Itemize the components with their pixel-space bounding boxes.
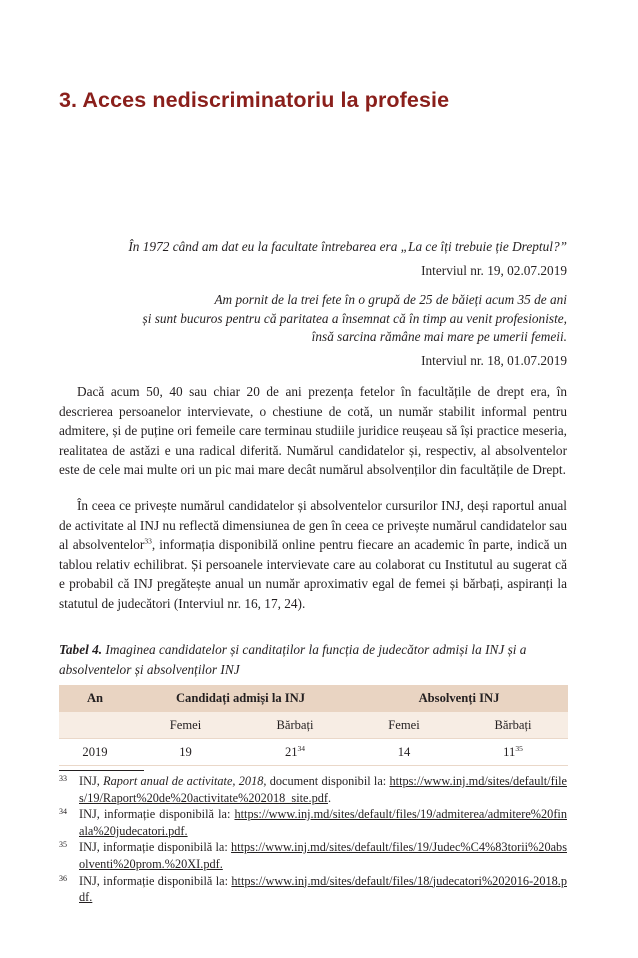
- footnote-link[interactable]: https://www.inj.md/sites/default/files/19/admiterea/admitere%20finala%20judecatori.pdf.: [79, 807, 567, 838]
- footnote-34: [59, 806, 567, 839]
- table-row: [59, 739, 568, 766]
- cell-number: 11: [503, 744, 516, 759]
- footnote-link[interactable]: https://www.inj.md/sites/default/files/19/Raport%20de%20activitate%202018_site.pdf: [79, 774, 567, 805]
- footnote-text: document disponibil la:: [266, 774, 390, 788]
- body-text: [59, 382, 567, 614]
- cell-value: 14: [350, 739, 458, 766]
- footnote-link[interactable]: https://www.inj.md/sites/default/files/19/Judec%C4%83torii%20absolventi%20prom.%20XI.pdf.: [79, 840, 567, 871]
- subheader-women: Femei: [131, 712, 240, 739]
- footnote-title: Raport anual de activitate, 2018,: [103, 774, 267, 788]
- header-candidates: Candidați admiși la INJ: [131, 685, 350, 712]
- header-year: An: [59, 685, 131, 712]
- footnote-text: .: [327, 790, 332, 805]
- subheader-men: Bărbați: [458, 712, 568, 739]
- cell-number: 21: [284, 744, 298, 759]
- footnote-number: 35: [59, 840, 67, 850]
- cell-value: [458, 739, 568, 766]
- caption-text: Imaginea candidatelor și canditaților la funcția de judecător admiși la INJ și a absolventelor și absolvenților INJ: [59, 642, 527, 677]
- quote-text: Am pornit de la trei fete în o grupă de 25 de băieți acum 35 de ani: [214, 292, 567, 307]
- subheader-men: Bărbați: [240, 712, 350, 739]
- quote-block-1: [110, 238, 567, 280]
- caption-label: Tabel 4.: [59, 642, 103, 657]
- quote-text: și sunt bucuros pentru că paritatea a însemnat că în timp au venit profesioniste,: [142, 310, 567, 326]
- quote-text: În 1972 când am dat eu la facultate întrebarea era „La ce îți trebuie ție Dreptul?”: [128, 239, 567, 254]
- quote-text: însă sarcina rămâne mai mare pe umerii femeii.: [311, 329, 567, 344]
- footnote-ref[interactable]: 33: [144, 536, 152, 546]
- paragraph-text: În ceea ce privește numărul candidatelor și absolventelor cursurilor INJ, deși raportul anual de activitate al INJ nu reflectă dimensiunea de gen în ceea ce privește numărul candidatelor sau al absolventelor: [59, 497, 567, 553]
- section-heading: 3. Acces nediscriminatoriu la profesie: [59, 88, 450, 112]
- footnote-ref[interactable]: 34: [297, 743, 306, 753]
- cell-value: 19: [131, 739, 240, 766]
- cell-value: [240, 739, 350, 766]
- paragraph-2: [59, 496, 567, 614]
- table-caption: [59, 640, 567, 679]
- epigraph-quotes: [110, 238, 567, 370]
- quote-source: Interviul nr. 19, 02.07.2019: [421, 262, 567, 278]
- quote-source: Interviul nr. 18, 01.07.2019: [421, 352, 567, 368]
- footnote-text: INJ, informație disponibilă la:: [79, 873, 232, 888]
- data-table: [59, 685, 568, 766]
- footnote-number: 34: [59, 807, 67, 817]
- footnote-number: 36: [59, 873, 67, 883]
- quote-block-2: [110, 291, 567, 370]
- cell-year: 2019: [59, 739, 131, 766]
- footnote-text: INJ, informație disponibilă la:: [79, 807, 235, 822]
- footnote-text: INJ, informație disponibilă la:: [79, 840, 232, 855]
- footnote-35: [59, 839, 567, 872]
- footnotes: [59, 773, 567, 906]
- paragraph-1: Dacă acum 50, 40 sau chiar 20 de ani prezența fetelor în facultățile de drept era, în descrierea persoanelor intervievate, o chestiune de cotă, un număr stabilit informal pentru admitere, și de puține ori femeile care terminau studiile juridice reușeau să își practice meseria, realitatea de astăzi e una radical diferită. Numărul candidatelor și, respectiv, al absolventelor este de cele mai multe ori un pic mai mare decât numărul absolvenților din facultățile de Drept.: [59, 384, 567, 478]
- footnote-link[interactable]: https://www.inj.md/sites/default/files/18/judecatori%202016-2018.pdf.: [79, 873, 567, 905]
- subheader-women: Femei: [350, 712, 458, 739]
- footnote-number: 33: [59, 774, 67, 783]
- footnote-ref[interactable]: 35: [515, 743, 523, 753]
- header-graduates: Absolvenți INJ: [350, 685, 568, 712]
- footnote-36: [59, 873, 567, 906]
- subheader-empty: [59, 712, 131, 739]
- paragraph-text: , informația disponibilă online pentru fiecare an academic în parte, indică un tablou relativ echilibrat. Și persoanele intervievate care au colaborat cu Institutul au sugerat că e probabil că INJ pregătește anual un număr aproximativ egal de femei și bărbați, aspiranți la statutul de judecători (Interviul nr. 16, 17, 24).: [59, 537, 567, 611]
- footnote-text: INJ,: [79, 774, 104, 788]
- footnote-separator: [59, 770, 144, 771]
- footnote-33: [59, 773, 567, 806]
